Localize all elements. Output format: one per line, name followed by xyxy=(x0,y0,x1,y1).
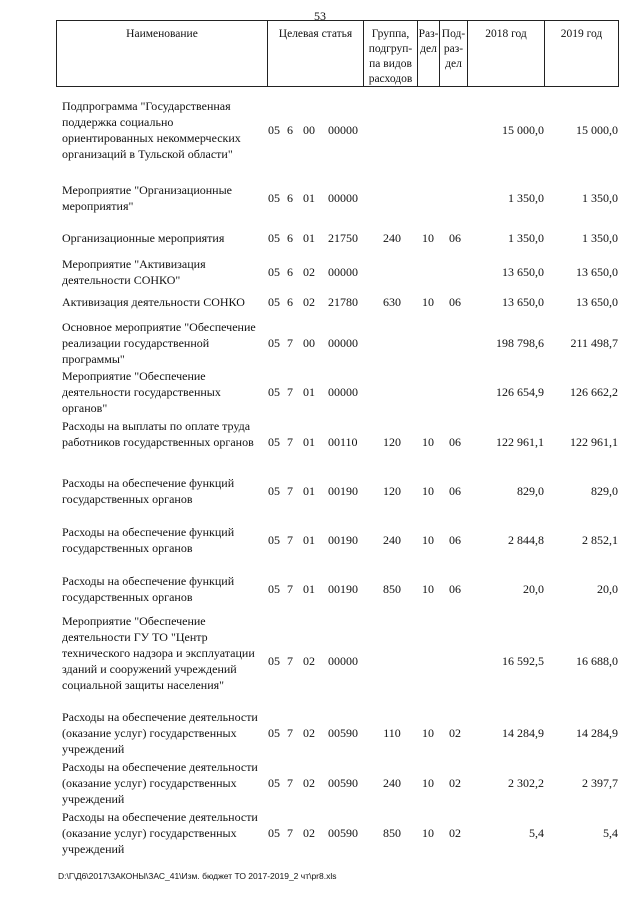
row-code-program: 05 xyxy=(268,435,280,449)
row-code-direction: 00590 xyxy=(328,776,358,790)
row-value-2018: 2 844,8 xyxy=(508,533,544,547)
row-razdel: 10 xyxy=(422,295,434,309)
row-code-direction: 00110 xyxy=(328,435,358,449)
row-code-event: 01 xyxy=(303,484,315,498)
row-code-subprogram: 7 xyxy=(287,776,293,790)
row-name: Расходы на обеспечение функций государственных органов xyxy=(62,525,235,555)
row-code-direction: 00190 xyxy=(328,533,358,547)
row-code-event: 00 xyxy=(303,336,315,350)
row-code-direction: 00000 xyxy=(328,336,358,350)
row-value-2018: 198 798,6 xyxy=(496,336,544,350)
row-name: Расходы на обеспечение функций государственных органов xyxy=(62,476,235,506)
row-podrazdel: 06 xyxy=(449,582,461,596)
row-code-event: 02 xyxy=(303,295,315,309)
file-path-footer: D:\Г\Д6\2017\ЗАКОНЫ\ЗАС_41\Изм. бюджет ТО 2017-2019_2 чт\pr8.xls xyxy=(58,871,337,881)
row-code-direction: 00000 xyxy=(328,385,358,399)
row-value-2019: 829,0 xyxy=(591,484,618,498)
row-value-2019: 211 498,7 xyxy=(570,336,618,350)
row-value-2019: 5,4 xyxy=(603,826,618,840)
row-value-2019: 13 650,0 xyxy=(576,265,618,279)
row-podrazdel: 06 xyxy=(449,295,461,309)
row-group: 630 xyxy=(383,295,401,309)
row-group: 110 xyxy=(383,726,401,740)
page-number: 53 xyxy=(314,9,326,23)
row-name: Расходы на обеспечение функций государственных органов xyxy=(62,574,235,604)
row-code-subprogram: 7 xyxy=(287,435,293,449)
row-group: 240 xyxy=(383,533,401,547)
row-code-direction: 00190 xyxy=(328,484,358,498)
row-podrazdel: 06 xyxy=(449,231,461,245)
row-code-direction: 00590 xyxy=(328,826,358,840)
row-name: Расходы на обеспечение деятельности (оказание услуг) государственных учреждений xyxy=(62,810,258,856)
row-value-2019: 2 397,7 xyxy=(582,776,618,790)
row-name: Активизация деятельности СОНКО xyxy=(62,295,245,309)
row-code-program: 05 xyxy=(268,776,280,790)
row-podrazdel: 06 xyxy=(449,533,461,547)
row-code-program: 05 xyxy=(268,826,280,840)
row-name: Расходы на обеспечение деятельности (оказание услуг) государственных учреждений xyxy=(62,710,258,756)
row-value-2019: 1 350,0 xyxy=(582,231,618,245)
row-code-direction: 00000 xyxy=(328,123,358,137)
row-name: Расходы на выплаты по оплате труда работников государственных органов xyxy=(62,419,254,449)
row-code-event: 02 xyxy=(303,826,315,840)
row-value-2018: 2 302,2 xyxy=(508,776,544,790)
row-code-program: 05 xyxy=(268,265,280,279)
row-value-2019: 13 650,0 xyxy=(576,295,618,309)
row-group: 850 xyxy=(383,582,401,596)
row-code-direction: 21750 xyxy=(328,231,358,245)
row-code-event: 02 xyxy=(303,654,315,668)
row-code-subprogram: 7 xyxy=(287,726,293,740)
row-razdel: 10 xyxy=(422,776,434,790)
row-name: Мероприятие "Организационные мероприятия" xyxy=(62,183,232,213)
row-name: Подпрограмма "Государственная поддержка социально ориентированных некоммерческих организаций в Тульской области" xyxy=(62,99,241,161)
row-code-event: 00 xyxy=(303,123,315,137)
row-code-event: 01 xyxy=(303,191,315,205)
row-value-2018: 122 961,1 xyxy=(496,435,544,449)
row-code-event: 01 xyxy=(303,385,315,399)
row-value-2019: 20,0 xyxy=(597,582,618,596)
row-code-program: 05 xyxy=(268,726,280,740)
row-code-program: 05 xyxy=(268,123,280,137)
row-razdel: 10 xyxy=(422,484,434,498)
row-name: Основное мероприятие "Обеспечение реализации государственной программы" xyxy=(62,320,256,366)
row-name: Мероприятие "Обеспечение деятельности государственных органов" xyxy=(62,369,221,415)
row-group: 120 xyxy=(383,484,401,498)
row-code-direction: 21780 xyxy=(328,295,358,309)
row-razdel: 10 xyxy=(422,231,434,245)
header-year-2018: 2018 год xyxy=(467,21,544,86)
header-group: Группа, подгруп- па видов расходов xyxy=(363,21,417,86)
row-code-program: 05 xyxy=(268,533,280,547)
row-value-2019: 1 350,0 xyxy=(582,191,618,205)
row-code-subprogram: 7 xyxy=(287,582,293,596)
header-name: Наименование xyxy=(126,28,198,40)
row-code-program: 05 xyxy=(268,231,280,245)
row-name: Расходы на обеспечение деятельности (оказание услуг) государственных учреждений xyxy=(62,760,258,806)
row-code-subprogram: 7 xyxy=(287,336,293,350)
header-target: Целевая статья xyxy=(267,21,363,86)
row-code-program: 05 xyxy=(268,191,280,205)
row-value-2019: 15 000,0 xyxy=(576,123,618,137)
row-code-subprogram: 6 xyxy=(287,265,293,279)
row-value-2018: 20,0 xyxy=(523,582,544,596)
row-code-direction: 00000 xyxy=(328,265,358,279)
row-code-subprogram: 6 xyxy=(287,231,293,245)
row-razdel: 10 xyxy=(422,582,434,596)
row-podrazdel: 06 xyxy=(449,435,461,449)
row-code-event: 01 xyxy=(303,582,315,596)
header-razdel: Раз- дел xyxy=(417,21,439,86)
row-razdel: 10 xyxy=(422,533,434,547)
row-code-program: 05 xyxy=(268,336,280,350)
row-code-subprogram: 6 xyxy=(287,191,293,205)
row-code-event: 02 xyxy=(303,776,315,790)
row-code-event: 02 xyxy=(303,726,315,740)
row-value-2018: 126 654,9 xyxy=(496,385,544,399)
row-podrazdel: 02 xyxy=(449,776,461,790)
row-value-2019: 122 961,1 xyxy=(570,435,618,449)
row-code-program: 05 xyxy=(268,484,280,498)
row-code-event: 01 xyxy=(303,435,315,449)
row-value-2018: 14 284,9 xyxy=(502,726,544,740)
row-code-direction: 00590 xyxy=(328,726,358,740)
row-razdel: 10 xyxy=(422,435,434,449)
row-value-2018: 829,0 xyxy=(517,484,544,498)
row-code-direction: 00190 xyxy=(328,582,358,596)
table-header xyxy=(56,20,619,87)
row-code-direction: 00000 xyxy=(328,191,358,205)
row-code-program: 05 xyxy=(268,385,280,399)
row-code-subprogram: 6 xyxy=(287,123,293,137)
row-code-event: 01 xyxy=(303,533,315,547)
row-name: Мероприятие "Активизация деятельности СОНКО" xyxy=(62,257,206,287)
row-code-subprogram: 7 xyxy=(287,533,293,547)
row-group: 850 xyxy=(383,826,401,840)
row-code-subprogram: 6 xyxy=(287,295,293,309)
row-value-2018: 1 350,0 xyxy=(508,191,544,205)
row-podrazdel: 02 xyxy=(449,826,461,840)
row-code-subprogram: 7 xyxy=(287,385,293,399)
row-value-2019: 126 662,2 xyxy=(570,385,618,399)
row-value-2018: 13 650,0 xyxy=(502,265,544,279)
row-value-2018: 5,4 xyxy=(529,826,544,840)
row-code-subprogram: 7 xyxy=(287,826,293,840)
row-group: 240 xyxy=(383,231,401,245)
header-year-2019: 2019 год xyxy=(544,21,618,86)
row-podrazdel: 02 xyxy=(449,726,461,740)
row-name: Организационные мероприятия xyxy=(62,231,225,245)
row-name: Мероприятие "Обеспечение деятельности ГУ ТО "Центр технического надзора и эксплуатации зданий и сооружений учреждений социальной защиты населения" xyxy=(62,614,255,692)
row-value-2019: 2 852,1 xyxy=(582,533,618,547)
row-code-program: 05 xyxy=(268,295,280,309)
row-razdel: 10 xyxy=(422,726,434,740)
row-code-subprogram: 7 xyxy=(287,484,293,498)
row-value-2018: 13 650,0 xyxy=(502,295,544,309)
header-podrazdel: Под- раз- дел xyxy=(439,21,467,86)
row-code-program: 05 xyxy=(268,654,280,668)
row-code-event: 01 xyxy=(303,231,315,245)
row-value-2019: 16 688,0 xyxy=(576,654,618,668)
row-code-program: 05 xyxy=(268,582,280,596)
row-code-subprogram: 7 xyxy=(287,654,293,668)
row-podrazdel: 06 xyxy=(449,484,461,498)
row-value-2018: 15 000,0 xyxy=(502,123,544,137)
row-value-2018: 16 592,5 xyxy=(502,654,544,668)
row-razdel: 10 xyxy=(422,826,434,840)
row-group: 240 xyxy=(383,776,401,790)
row-group: 120 xyxy=(383,435,401,449)
row-value-2018: 1 350,0 xyxy=(508,231,544,245)
row-code-event: 02 xyxy=(303,265,315,279)
row-value-2019: 14 284,9 xyxy=(576,726,618,740)
row-code-direction: 00000 xyxy=(328,654,358,668)
